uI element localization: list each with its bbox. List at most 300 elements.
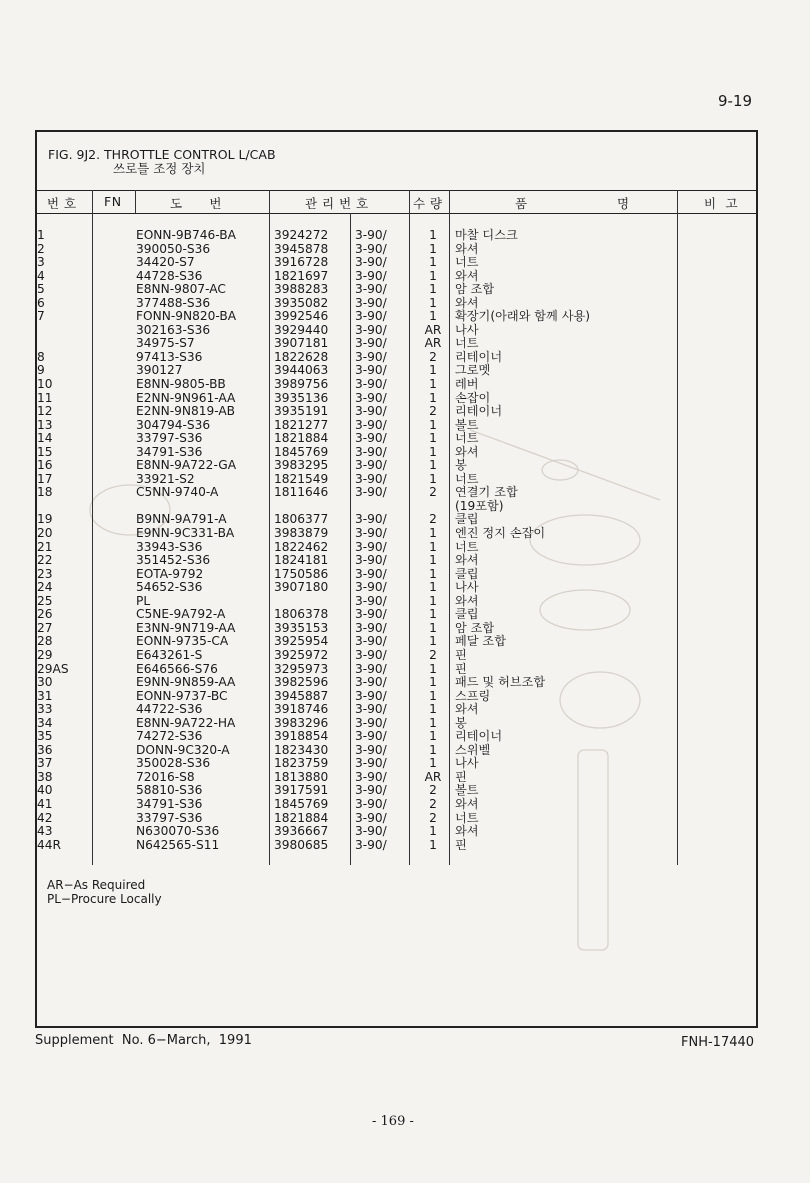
cell-ref: 3916728 (274, 255, 329, 270)
cell-qty: 2 (429, 512, 437, 527)
cell-qty: AR (424, 769, 442, 784)
cell-ser: 3-90/ (355, 756, 387, 771)
figure-title-ko: 쓰로틀 조정 장치 (113, 161, 206, 176)
cell-no: 30 (37, 675, 53, 690)
cell-part: EONN-9B746-BA (136, 228, 236, 242)
cell-qty: 1 (429, 824, 437, 839)
cell-no: 27 (37, 620, 53, 635)
cell-desc: 스위벨 (455, 742, 491, 757)
cell-fn (93, 608, 136, 622)
cell-fn (93, 500, 136, 514)
cell-qty: 1 (429, 837, 437, 852)
cell-no: 1 (37, 228, 45, 242)
cell-ref: 3918746 (274, 702, 329, 717)
cell-desc: 패드 및 허브조합 (455, 675, 546, 690)
cell-qty: 1 (429, 729, 437, 744)
cell-part: 351452-S36 (136, 553, 211, 568)
cell-fn (93, 446, 136, 460)
cell-part: E8NN-9A722-GA (136, 458, 237, 473)
cell-qty: 1 (429, 607, 437, 622)
table-row (37, 256, 590, 270)
cell-qty: 1 (429, 553, 437, 568)
cell-ref: 1845769 (274, 444, 329, 459)
cell-part: 350028-S36 (136, 756, 211, 771)
cell-ser: 3-90/ (355, 336, 387, 351)
cell-ref: 3983295 (274, 458, 329, 473)
cell-no: 29AS (37, 661, 69, 676)
table-row (37, 784, 590, 798)
cell-desc: 와셔 (455, 824, 479, 839)
cell-qty: 1 (429, 526, 437, 541)
table-row (37, 703, 590, 717)
cell-part: EONN-9737-BC (136, 688, 228, 703)
cell-fn (93, 839, 136, 853)
parts-table (37, 229, 590, 852)
cell-ser: 3-90/ (355, 349, 387, 364)
cell-desc: 와셔 (455, 241, 479, 256)
cell-ser: 3-90/ (355, 471, 387, 486)
cell-no (37, 337, 93, 351)
cell-fn (93, 473, 136, 487)
cell-no: 12 (37, 404, 53, 419)
cell-no: 2 (37, 241, 45, 256)
cell-no: 9 (37, 363, 45, 378)
cell-no: 41 (37, 796, 53, 811)
cell-ref: 3945887 (274, 688, 329, 703)
cell-ref: 3929440 (274, 322, 329, 337)
table-row (37, 283, 590, 297)
cell-ser: 3-90/ (355, 485, 387, 500)
cell-qty: 1 (429, 268, 437, 283)
cell-part: E9NN-9N859-AA (136, 675, 236, 690)
cell-part: EONN-9735-CA (136, 634, 229, 649)
cell-ser: 3-90/ (355, 268, 387, 283)
cell-no: 43 (37, 824, 53, 839)
cell-desc: 리테이너 (455, 729, 503, 744)
cell-part: 34791-S36 (136, 444, 203, 459)
cell-qty: 1 (429, 675, 437, 690)
table-row (37, 310, 590, 324)
cell-ref: 1750586 (274, 566, 329, 581)
cell-part: E643261-S (136, 647, 203, 662)
table-row (37, 500, 590, 514)
cell-fn (93, 690, 136, 704)
table-row (37, 839, 590, 853)
cell-fn (93, 554, 136, 568)
cell-no: 28 (37, 634, 53, 649)
note-ar: AR−As Required (47, 878, 146, 892)
cell-desc: 핀 (455, 769, 467, 784)
table-row (37, 730, 590, 744)
cell-qty: 1 (429, 417, 437, 432)
cell-qty: 1 (429, 390, 437, 405)
cell-qty: 1 (429, 458, 437, 473)
cell-part: 302163-S36 (136, 322, 211, 337)
table-row (37, 635, 590, 649)
cell-no: 22 (37, 553, 53, 568)
cell-part: E9NN-9C331-BA (136, 526, 235, 541)
cell-ref: 3989756 (274, 377, 329, 392)
cell-ser: 3-90/ (355, 675, 387, 690)
cell-fn (93, 527, 136, 541)
cell-ref: 3983879 (274, 526, 329, 541)
cell-no: 40 (37, 783, 53, 798)
cell-fn (93, 405, 136, 419)
table-row (37, 419, 590, 433)
cell-qty: 1 (429, 444, 437, 459)
cell-qty: 1 (429, 228, 437, 242)
cell-desc: 핀 (455, 837, 467, 852)
cell-ref: 3992546 (274, 309, 329, 324)
cell-desc: 봉 (455, 715, 467, 730)
cell-ref: 3935153 (274, 620, 329, 635)
cell-fn (93, 486, 136, 500)
cell-part: E2NN-9N819-AB (136, 404, 236, 419)
cell-qty: 2 (429, 810, 437, 825)
table-row (37, 812, 590, 826)
cell-ser: 3-90/ (355, 539, 387, 554)
parts-table-body (37, 229, 590, 852)
cell-no: 36 (37, 742, 53, 757)
cell-no: 37 (37, 756, 53, 771)
cell-ref: 3980685 (274, 837, 329, 852)
cell-part: C5NN-9740-A (136, 485, 219, 500)
cell-fn (93, 513, 136, 527)
table-row (37, 527, 590, 541)
cell-ser: 3-90/ (355, 769, 387, 784)
cell-desc: 나사 (455, 580, 479, 595)
cell-ref: 1822462 (274, 539, 329, 554)
col-divider (677, 190, 678, 865)
cell-desc: 볼트 (455, 783, 479, 798)
cell-ref (272, 500, 355, 514)
cell-no: 25 (37, 593, 53, 608)
table-row (37, 392, 590, 406)
cell-ser: 3-90/ (355, 729, 387, 744)
cell-fn (93, 581, 136, 595)
table-row (37, 798, 590, 812)
cell-no: 15 (37, 444, 53, 459)
cell-ser: 3-90/ (355, 444, 387, 459)
page-number: 9-19 (718, 92, 753, 110)
cell-ser (355, 500, 413, 514)
cell-part: N642565-S11 (136, 837, 220, 852)
cell-ref: 1806377 (274, 512, 329, 527)
table-row (37, 690, 590, 704)
cell-fn (93, 229, 136, 243)
table-row (37, 595, 590, 609)
cell-ref: 1845769 (274, 796, 329, 811)
cell-ser: 3-90/ (355, 417, 387, 432)
table-row (37, 243, 590, 257)
cell-desc: 리테이너 (455, 404, 503, 419)
table-row (37, 622, 590, 636)
cell-ref: 3944063 (274, 363, 329, 378)
cell-desc: 와셔 (455, 796, 479, 811)
cell-no: 13 (37, 417, 53, 432)
cell-ser: 3-90/ (355, 363, 387, 378)
cell-fn (93, 378, 136, 392)
cell-fn (93, 798, 136, 812)
cell-ref: 1806378 (274, 607, 329, 622)
cell-no: 16 (37, 458, 53, 473)
cell-part: E2NN-9N961-AA (136, 390, 236, 405)
cell-no (37, 324, 93, 338)
cell-desc: 와셔 (455, 553, 479, 568)
cell-desc: 암 조합 (455, 282, 495, 297)
cell-part: PL (136, 593, 151, 608)
cell-desc: 너트 (455, 471, 479, 486)
header-no: 번 호 (47, 196, 77, 211)
cell-no: 7 (37, 309, 45, 324)
cell-fn (93, 730, 136, 744)
cell-part: E8NN-9A722-HA (136, 715, 236, 730)
cell-no: 38 (37, 769, 53, 784)
cell-part: E3NN-9N719-AA (136, 620, 236, 635)
cell-fn (93, 419, 136, 433)
cell-ref: 3918854 (274, 729, 329, 744)
cell-desc: 너트 (455, 431, 479, 446)
cell-desc: 너트 (455, 255, 479, 270)
cell-no: 6 (37, 295, 45, 310)
cell-ser: 3-90/ (355, 377, 387, 392)
cell-ref: 1821697 (274, 268, 329, 283)
cell-ref: 3924272 (274, 228, 329, 242)
cell-desc: 클립 (455, 607, 479, 622)
cell-ref: 1821277 (274, 417, 329, 432)
cell-qty: 2 (429, 783, 437, 798)
cell-ref: 3988283 (274, 282, 329, 297)
table-row (37, 432, 590, 446)
cell-qty: 1 (429, 471, 437, 486)
cell-ser: 3-90/ (355, 566, 387, 581)
cell-desc: 너트 (455, 336, 479, 351)
cell-ser: 3-90/ (355, 553, 387, 568)
cell-part: 33797-S36 (136, 810, 203, 825)
cell-fn (93, 351, 136, 365)
table-row (37, 459, 590, 473)
cell-part: E8NN-9807-AC (136, 282, 226, 297)
cell-ref: 1823430 (274, 742, 329, 757)
cell-part: 377488-S36 (136, 295, 211, 310)
header-rule-bottom (35, 213, 758, 214)
cell-desc: 리테이너 (455, 349, 503, 364)
cell-desc: 손잡이 (455, 390, 491, 405)
table-row (37, 324, 590, 338)
cell-qty: 1 (429, 282, 437, 297)
cell-ref: 3936667 (274, 824, 329, 839)
cell-ser: 3-90/ (355, 282, 387, 297)
cell-no: 14 (37, 431, 53, 446)
cell-desc: 와셔 (455, 702, 479, 717)
cell-qty: 1 (429, 377, 437, 392)
cell-part: 34420-S7 (136, 255, 195, 270)
cell-no: 20 (37, 526, 53, 541)
cell-part: 97413-S36 (136, 349, 203, 364)
cell-part: FONN-9N820-BA (136, 309, 237, 324)
cell-desc: 나사 (455, 322, 479, 337)
figure-title-en: FIG. 9J2. THROTTLE CONTROL L/CAB (48, 147, 276, 162)
cell-qty: 1 (429, 593, 437, 608)
cell-fn (93, 568, 136, 582)
cell-fn (93, 757, 136, 771)
cell-ref: 1824181 (274, 553, 329, 568)
cell-part: 54652-S36 (136, 580, 203, 595)
cell-ser: 3-90/ (355, 742, 387, 757)
cell-ser: 3-90/ (355, 458, 387, 473)
page-footer-number: - 169 - (372, 1114, 414, 1129)
cell-desc: 볼트 (455, 417, 479, 432)
cell-ser: 3-90/ (355, 607, 387, 622)
table-row (37, 581, 590, 595)
cell-ser: 3-90/ (355, 309, 387, 324)
table-row (37, 351, 590, 365)
figure-title (48, 148, 276, 176)
cell-part: DONN-9C320-A (136, 742, 230, 757)
cell-qty: 1 (429, 661, 437, 676)
cell-ser: 3-90/ (355, 512, 387, 527)
cell-fn (93, 703, 136, 717)
cell-qty: 1 (429, 295, 437, 310)
cell-part: C5NE-9A792-A (136, 607, 226, 622)
cell-no: 34 (37, 715, 53, 730)
table-row (37, 717, 590, 731)
table-row (37, 568, 590, 582)
cell-qty: 1 (429, 566, 437, 581)
cell-ref: 3935191 (274, 404, 329, 419)
cell-qty: 2 (429, 647, 437, 662)
cell-part: 390050-S36 (136, 241, 211, 256)
cell-ser: 3-90/ (355, 688, 387, 703)
cell-ser: 3-90/ (355, 783, 387, 798)
header-qty: 수 량 (413, 196, 443, 211)
col-divider (135, 190, 136, 213)
table-row (37, 405, 590, 419)
cell-no: 21 (37, 539, 53, 554)
cell-no: 19 (37, 512, 53, 527)
cell-fn (93, 256, 136, 270)
cell-fn (93, 270, 136, 284)
cell-fn (93, 676, 136, 690)
cell-fn (93, 649, 136, 663)
supplement-note: Supplement No. 6−March, 1991 (35, 1033, 252, 1048)
cell-no: 3 (37, 255, 45, 270)
cell-no: 8 (37, 349, 45, 364)
table-row (37, 744, 590, 758)
header-rule-top (35, 190, 758, 191)
table-row (37, 378, 590, 392)
cell-desc: 레버 (455, 377, 479, 392)
cell-fn (93, 784, 136, 798)
cell-no: 18 (37, 485, 53, 500)
cell-desc: 암 조합 (455, 620, 495, 635)
cell-ser: 3-90/ (355, 431, 387, 446)
cell-no: 44R (37, 837, 61, 852)
cell-desc: 그로멧 (455, 363, 491, 378)
cell-no: 31 (37, 688, 53, 703)
cell-qty: 1 (429, 431, 437, 446)
table-row (37, 337, 590, 351)
cell-ser: 3-90/ (355, 715, 387, 730)
cell-ref: 1821884 (274, 810, 329, 825)
cell-ser: 3-90/ (355, 661, 387, 676)
cell-fn (93, 812, 136, 826)
cell-part: 390127 (136, 363, 183, 378)
cell-desc: 연결기 조합 (455, 485, 518, 500)
cell-fn (93, 243, 136, 257)
cell-ser: 3-90/ (355, 647, 387, 662)
cell-fn (93, 392, 136, 406)
cell-part: 72016-S8 (136, 769, 195, 784)
cell-fn (93, 337, 136, 351)
cell-ser: 3-90/ (355, 404, 387, 419)
cell-desc: 스프링 (455, 688, 491, 703)
cell-ref (272, 595, 355, 609)
cell-no: 17 (37, 471, 53, 486)
cell-qty: 1 (429, 715, 437, 730)
cell-fn (93, 364, 136, 378)
cell-ref: 1821549 (274, 471, 329, 486)
cell-ser: 3-90/ (355, 390, 387, 405)
cell-fn (93, 663, 136, 677)
cell-fn (93, 541, 136, 555)
cell-no: 42 (37, 810, 53, 825)
cell-ser: 3-90/ (355, 228, 387, 242)
cell-desc: 봉 (455, 458, 467, 473)
cell-desc: 클립 (455, 566, 479, 581)
cell-ref: 1813880 (274, 769, 329, 784)
cell-qty: 1 (429, 255, 437, 270)
cell-part (136, 500, 272, 514)
cell-ser: 3-90/ (355, 824, 387, 839)
header-remark: 비 고 (704, 196, 739, 211)
cell-part: 33797-S36 (136, 431, 203, 446)
cell-ser: 3-90/ (355, 255, 387, 270)
cell-fn (93, 297, 136, 311)
cell-ref: 1823759 (274, 756, 329, 771)
cell-part: 34791-S36 (136, 796, 203, 811)
cell-part: 58810-S36 (136, 783, 203, 798)
cell-part: 74272-S36 (136, 729, 203, 744)
cell-desc: 페달 조합 (455, 634, 506, 649)
cell-qty: 1 (429, 363, 437, 378)
cell-no: 4 (37, 268, 45, 283)
cell-desc: 너트 (455, 539, 479, 554)
cell-part: 34975-S7 (136, 336, 195, 351)
cell-fn (93, 622, 136, 636)
cell-ref: 3925972 (274, 647, 329, 662)
table-row (37, 446, 590, 460)
cell-ser: 3-90/ (355, 526, 387, 541)
table-row (37, 513, 590, 527)
cell-ser: 3-90/ (355, 810, 387, 825)
cell-fn (93, 432, 136, 446)
cell-fn (93, 310, 136, 324)
cell-fn (93, 744, 136, 758)
cell-qty: 2 (429, 796, 437, 811)
table-row (37, 608, 590, 622)
cell-ref: 1811646 (274, 485, 329, 500)
cell-qty: 2 (429, 349, 437, 364)
cell-desc: 마찰 디스크 (455, 228, 518, 242)
cell-qty: AR (424, 336, 442, 351)
cell-fn (93, 635, 136, 649)
cell-qty: 1 (429, 688, 437, 703)
cell-ser: 3-90/ (355, 295, 387, 310)
table-row (37, 554, 590, 568)
cell-desc: 와셔 (455, 593, 479, 608)
cell-no: 26 (37, 607, 53, 622)
